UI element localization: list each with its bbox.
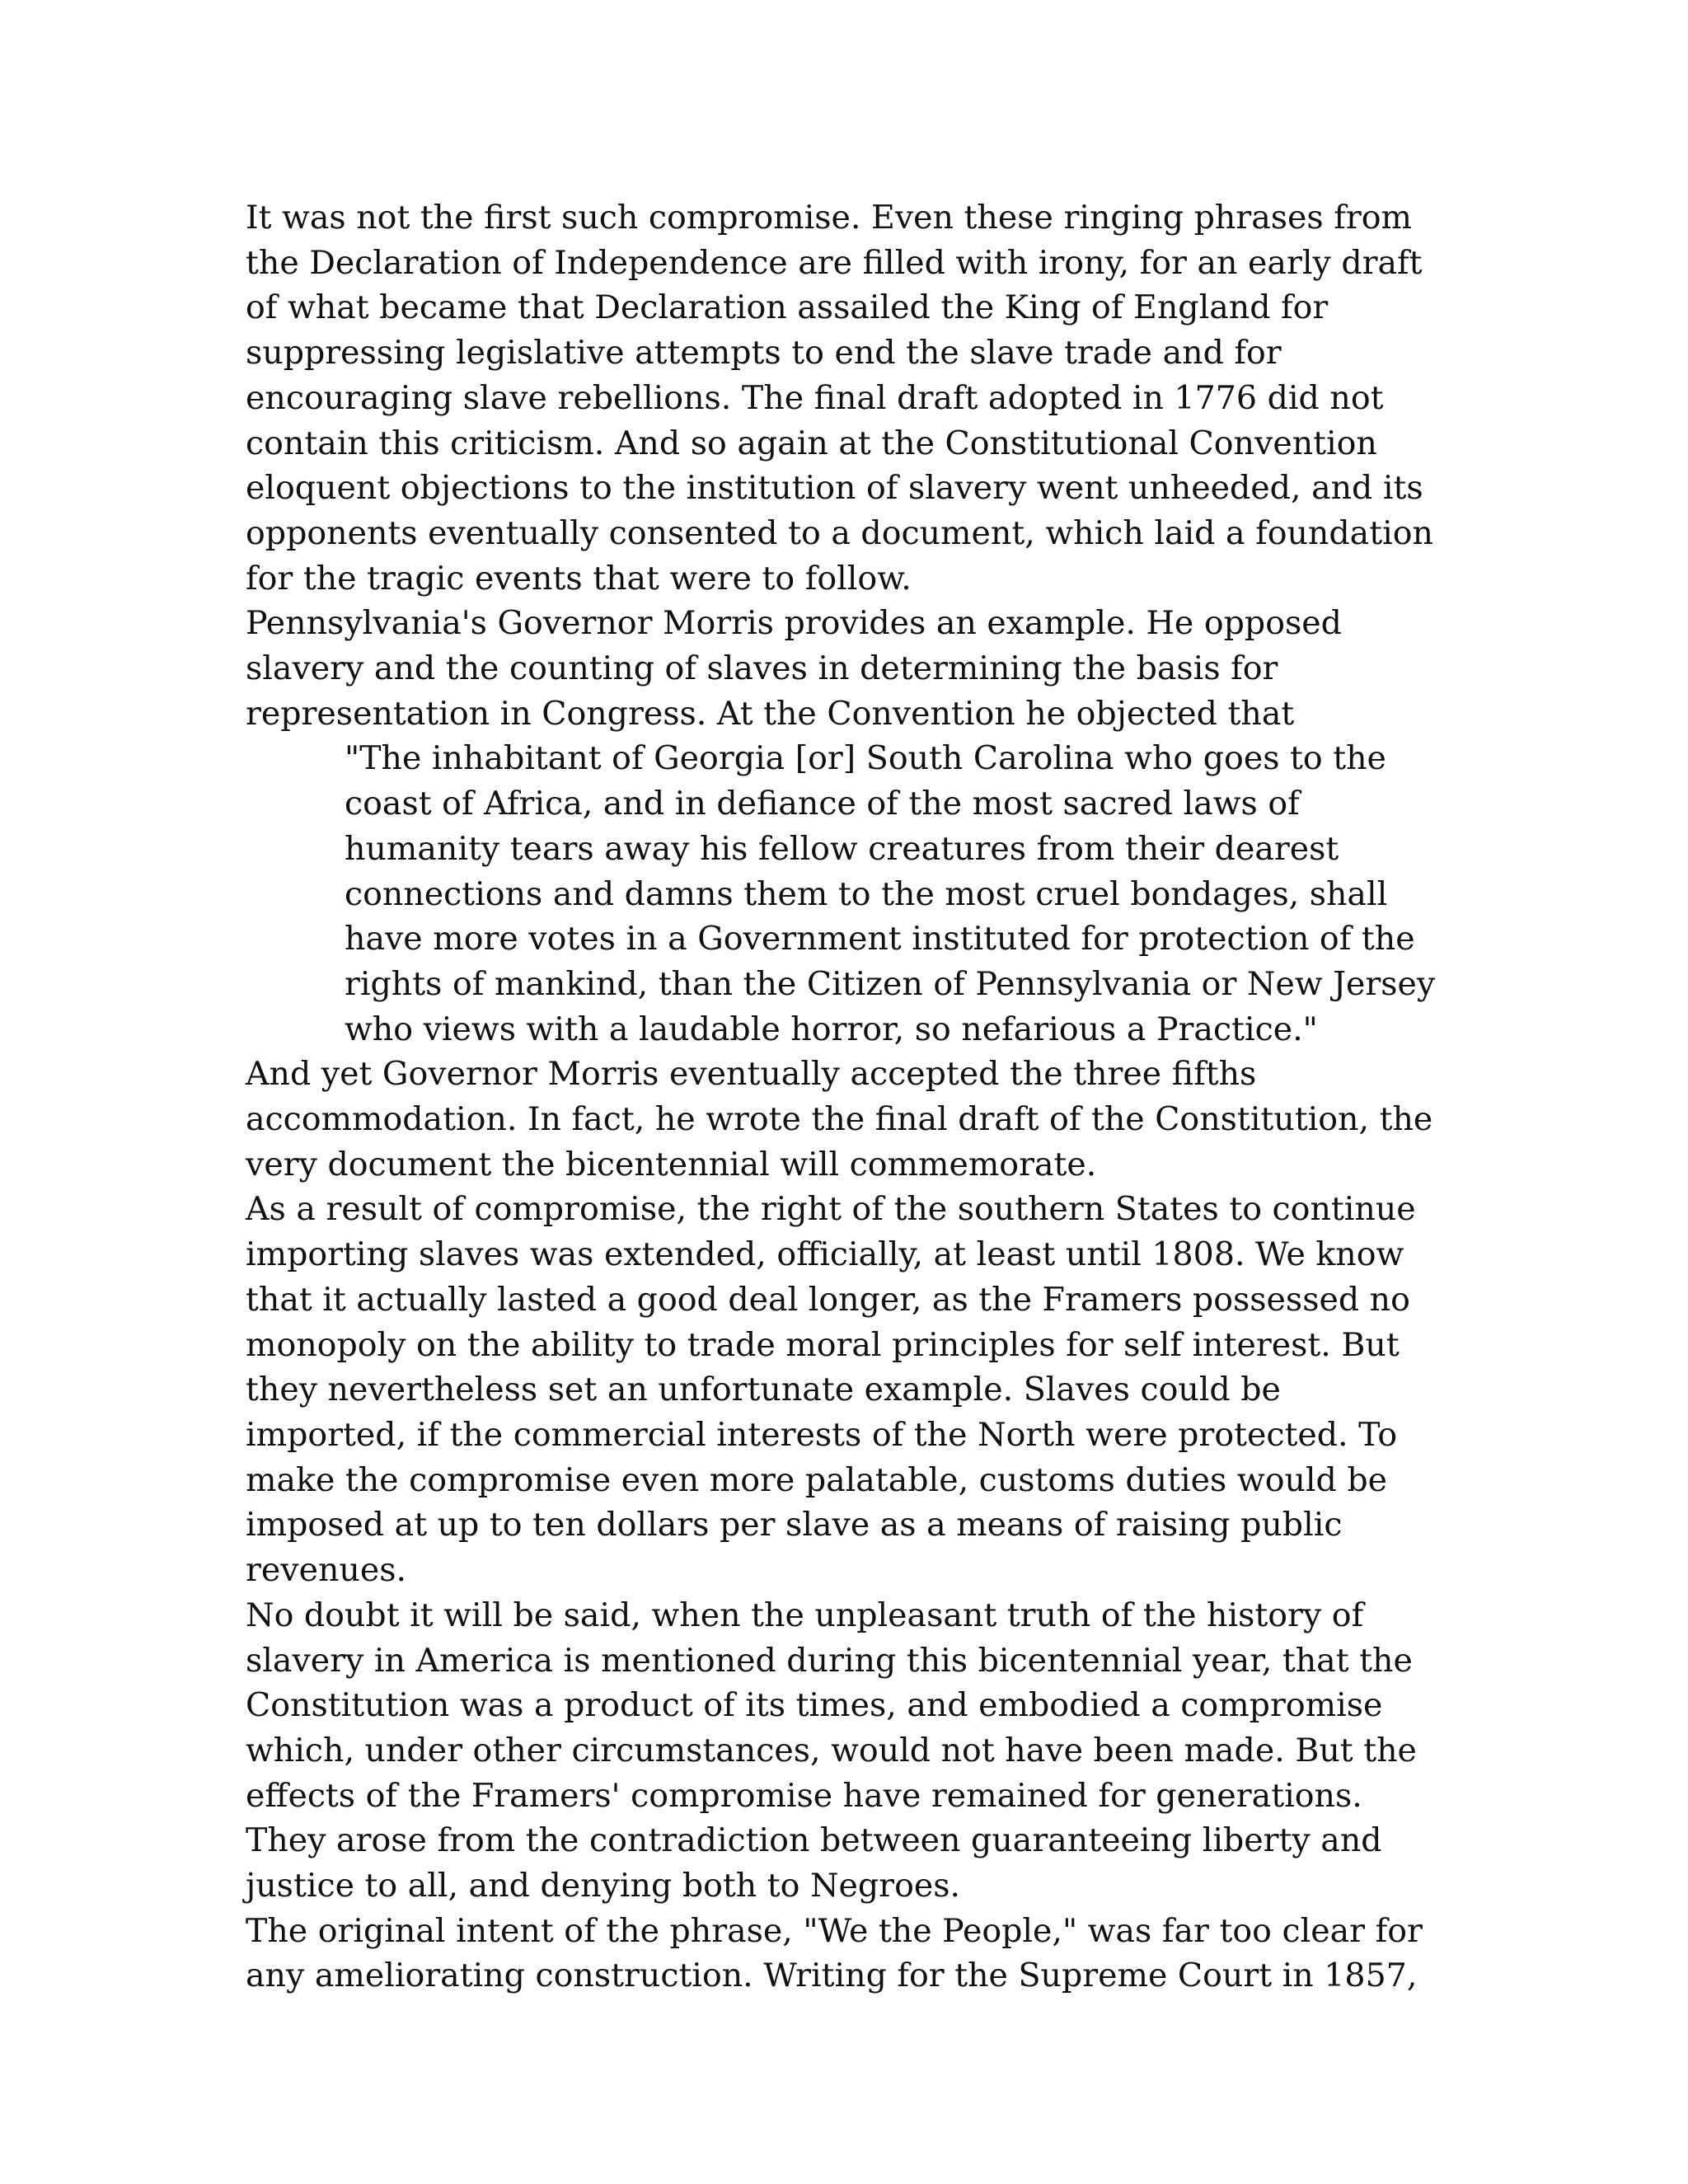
paragraph-we-the-people: The original intent of the phrase, "We the People," was far too clear for any ameliorating construction. Writing for the Supreme Court in 1857, <box>246 1911 1423 1995</box>
paragraph-importing-slaves: As a result of compromise, the right of the southern States to continue importing slaves was extended, officially, at least until 1808. We know that it actually lasted a good deal longer, as the Framers possessed no monopoly on the ability to trade moral principles for self interest. But they nevertheless set an unfortunate example. Slaves could be imported, if the commercial interests of the North were protected. To make the compromise even more palatable, customs duties would be imposed at up to ten dollars per slave as a means of raising public revenues. <box>246 1190 1416 1590</box>
paragraph-governor-morris: Pennsylvania's Governor Morris provides an example. He opposed slavery and the counting of slaves in determining the basis for representation in Congress. At the Convention he objected that <box>246 604 1342 733</box>
paragraph-first-compromise: It was not the first such compromise. Even these ringing phrases from the Declaration of Independence are filled with irony, for an early draft of what became that Declaration assailed the King of England for suppressing legislative attempts to end the slave trade and for encouraging slave rebellions. The final draft adopted in 1776 did not contain this criticism. And so again at the Constitutional Convention eloquent objections to the institution of slavery went unheeded, and its opponents eventually consented to a document, which laid a foundation for the tragic events that were to follow. <box>246 199 1433 598</box>
paragraph-three-fifths: And yet Governor Morris eventually accepted the three fifths accommodation. In fact, he wrote the final draft of the Constitution, the very document the bicentennial will commemorate. <box>246 1055 1433 1183</box>
body-text <box>246 195 1449 1999</box>
paragraph-product-of-times: No doubt it will be said, when the unpleasant truth of the history of slavery in America is mentioned during this bicentennial year, that the Constitution was a product of its times, and embodied a compromise which, under other circumstances, would not have been made. But the effects of the Framers' compromise have remained for generations. They arose from the contradiction between guaranteeing liberty and justice to all, and denying both to Negroes. <box>246 1596 1417 1905</box>
block-quote-morris: "The inhabitant of Georgia [or] South Carolina who goes to the coast of Africa, and in defiance of the most sacred laws of humanity tears away his fellow creatures from their dearest connections and damns them to the most cruel bondages, shall have more votes in a Government instituted for protection of the rights of mankind, than the Citizen of Pennsylvania or New Jersey who views with a laudable horror, so nefarious a Practice." <box>345 739 1436 1048</box>
